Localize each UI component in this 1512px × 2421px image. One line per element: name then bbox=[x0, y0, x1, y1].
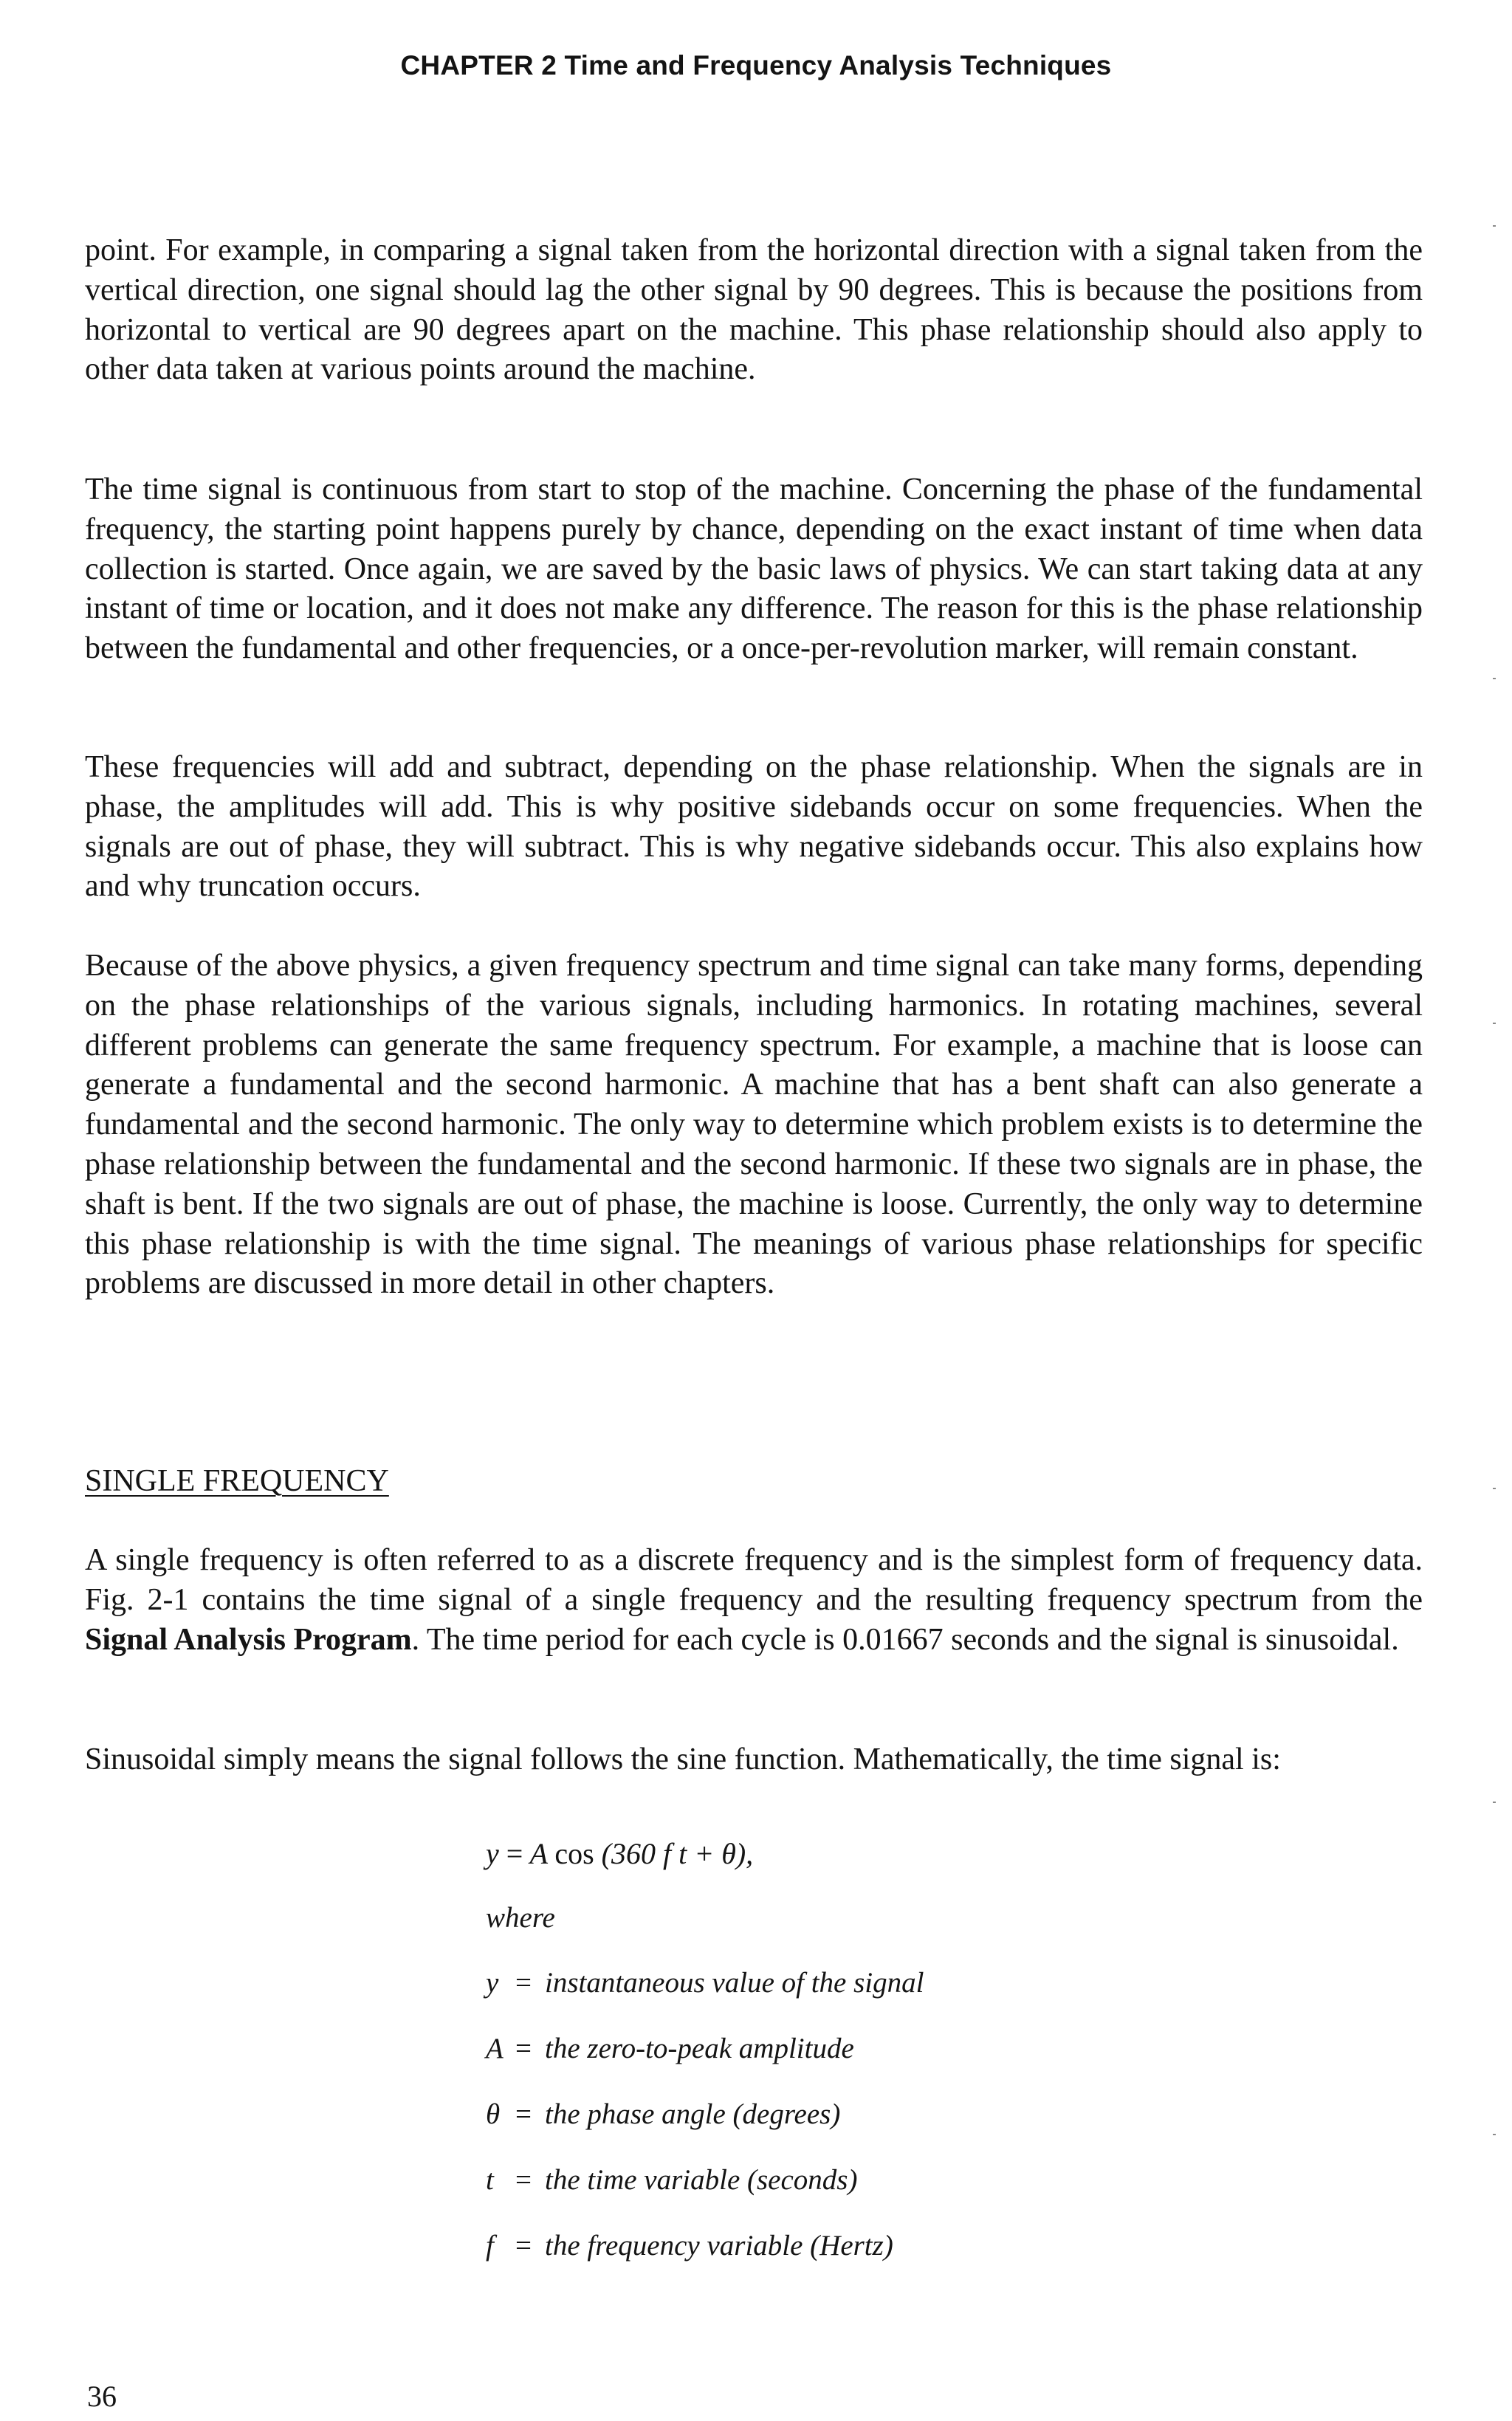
paragraph-physics: Because of the above physics, a given frequency spectrum and time signal can take many forms, depending on the phase relationships of the various signals, including harmonics. In rotating machines, several different problems can generate the same frequency spectrum. For example, a machine that is loose can generate a fundamental and the second harmonic. A machine that has a bent shaft can also generate a fundamental and the second harmonic. The only way to determine which problem exists is to determine the phase relationship between the fundamental and the second harmonic. If these two signals are in phase, the shaft is bent. If the two signals are out of phase, the machine is loose. Currently, the only way to determine this phase relationship is with the time signal. The meanings of various phase relationships for specific problems are discussed in more detail in other chapters. bbox=[85, 949, 1423, 1301]
scan-edge-mark bbox=[1493, 2134, 1496, 2135]
equation-argument: (360 f t + θ), bbox=[601, 1837, 754, 1870]
definition-text: the zero-to-peak amplitude bbox=[545, 2033, 854, 2064]
definition-symbol: f bbox=[486, 2230, 494, 2262]
definition-symbol: θ bbox=[486, 2098, 501, 2130]
scan-edge-mark bbox=[1493, 678, 1496, 679]
paragraph-time-signal: The time signal is continuous from start to stop of the machine. Concerning the phase of the fundamental frequency, the starting point happens purely by chance, depending on the exact instant of time when data collection is started. Once again, we are saved by the basic laws of physics. We can start taking data at any instant of time or location, and it does not make any difference. The reason for this is the phase relationship between the fundamental and other frequencies, or a once-per-revolution marker, will remain constant. bbox=[85, 473, 1423, 666]
definition-item bbox=[486, 2224, 924, 2290]
paragraph-single-frequency-end: . The time period for each cycle is 0.01667 seconds and the signal is sinusoidal. bbox=[411, 1622, 1399, 1657]
definition-text: the frequency variable (Hertz) bbox=[545, 2230, 893, 2262]
paragraph-sinusoidal: Sinusoidal simply means the signal follows the sine function. Mathematically, the time signal is: bbox=[85, 1742, 1281, 1776]
definition-item bbox=[486, 1961, 924, 2027]
definition-item bbox=[486, 2158, 924, 2224]
paragraph-single-frequency-start: A single frequency is often referred to as a discrete frequency and is the simplest form of frequency data. Fig. 2-1 contains the time signal of a single frequency and the resulting frequency spectrum from the bbox=[85, 1543, 1423, 1617]
scan-edge-mark bbox=[1493, 225, 1496, 227]
definition-symbol: A bbox=[486, 2033, 504, 2064]
where-label: where bbox=[486, 1902, 555, 1934]
definition-text: instantaneous value of the signal bbox=[545, 1967, 924, 1999]
section-heading: SINGLE FREQUENCY bbox=[85, 1464, 389, 1498]
variable-definitions bbox=[486, 1961, 924, 2290]
running-head: CHAPTER 2 Time and Frequency Analysis Techniques bbox=[400, 50, 1112, 80]
equation-lhs: y bbox=[486, 1837, 499, 1870]
definition-item bbox=[486, 2027, 924, 2092]
equation bbox=[486, 1836, 753, 1871]
scan-edge-mark bbox=[1493, 1802, 1496, 1803]
definition-item bbox=[486, 2092, 924, 2158]
definition-equals: = bbox=[515, 1967, 532, 1999]
paragraph-phase-lag: point. For example, in comparing a signal taken from the horizontal direction with a signal taken from the vertical direction, one signal should lag the other signal by 90 degrees. This is because the positions from horizontal to vertical are 90 degrees apart on the machine. This phase relationship should also apply to other data taken at various points around the machine. bbox=[85, 233, 1423, 387]
definition-text: the time variable (seconds) bbox=[545, 2164, 858, 2196]
page-number: 36 bbox=[87, 2380, 117, 2413]
equation-equals: = bbox=[506, 1837, 523, 1870]
paragraph-single-frequency bbox=[85, 1541, 1423, 1660]
definition-text: the phase angle (degrees) bbox=[545, 2098, 841, 2130]
definition-symbol: t bbox=[486, 2164, 494, 2196]
definition-equals: = bbox=[515, 2033, 532, 2064]
definition-symbol: y bbox=[486, 1967, 499, 1999]
definition-equals: = bbox=[515, 2164, 532, 2196]
equation-coefficient: A bbox=[529, 1837, 548, 1870]
scan-edge-mark bbox=[1493, 1488, 1496, 1489]
definition-equals: = bbox=[515, 2230, 532, 2262]
equation-function: cos bbox=[554, 1837, 594, 1870]
scan-edge-mark bbox=[1493, 1023, 1496, 1024]
program-name: Signal Analysis Program bbox=[85, 1622, 412, 1657]
paragraph-sidebands: These frequencies will add and subtract, depending on the phase relationship. When the signals are in phase, the amplitudes will add. This is why positive sidebands occur on some frequencies. When the signals are out of phase, they will subtract. This is why negative sidebands occur. This also explains how and why truncation occurs. bbox=[85, 750, 1423, 904]
definition-equals: = bbox=[515, 2098, 532, 2130]
